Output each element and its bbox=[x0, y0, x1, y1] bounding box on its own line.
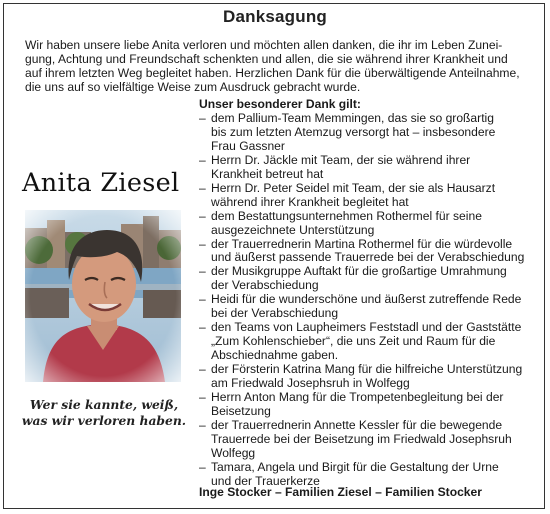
notice-heading: Danksagung bbox=[222, 7, 328, 26]
portrait-photo bbox=[25, 210, 181, 382]
memorial-quote bbox=[20, 397, 188, 429]
thanks-item-line: dem Bestattungsunternehmen Rothermel für seine bbox=[211, 208, 482, 223]
thanks-item bbox=[199, 210, 534, 238]
thanks-item bbox=[199, 321, 534, 363]
thanks-item-line: Trauerrede bei der Beisetzung im Friedwald Josephsruh bbox=[211, 431, 512, 446]
dash-bullet-icon: – bbox=[199, 390, 206, 405]
thanks-item bbox=[199, 363, 534, 391]
thanks-item bbox=[199, 112, 534, 154]
thanks-item-line: der Försterin Katrina Mang für die hilfreiche Unterstützung bbox=[211, 362, 523, 377]
thanks-item-line: der Trauerrednerin Martina Rothermel für die würdevolle bbox=[211, 236, 513, 251]
dash-bullet-icon: – bbox=[199, 180, 206, 195]
thanks-item-line: Herrn Dr. Peter Seidel mit Team, der sie als Hausarzt bbox=[211, 180, 496, 195]
dash-bullet-icon: – bbox=[199, 362, 206, 377]
dash-bullet-icon: – bbox=[199, 320, 206, 335]
thanks-item-line: Wolfegg bbox=[211, 445, 256, 460]
thanks-item-line: am Friedwald Josephsruh in Wolfegg bbox=[211, 376, 410, 391]
thanks-item bbox=[199, 293, 534, 321]
thanks-item bbox=[199, 154, 534, 182]
dash-bullet-icon: – bbox=[199, 264, 206, 279]
thanks-item-line: Herrn Dr. Jäckle mit Team, der sie während ihrer bbox=[211, 152, 471, 167]
thanks-item-line: Frau Gassner bbox=[211, 138, 285, 153]
dash-bullet-icon: – bbox=[199, 292, 206, 307]
thanks-item-line: während ihrer Krankheit begleitet hat bbox=[211, 194, 409, 209]
thanks-item-line: und äußerst passende Trauerrede bei der Verabschiedung bbox=[211, 250, 525, 265]
thanks-item-line: Heidi für die wunderschöne und äußerst zutreffende Rede bbox=[211, 292, 522, 307]
thanks-item-line: den Teams von Laupheimers Feststadl und der Gaststätte bbox=[211, 320, 522, 335]
thanks-item-line: der Musikgruppe Auftakt für die großartige Umrahmung bbox=[211, 264, 507, 279]
thanks-item-line: Herrn Anton Mang für die Trompetenbegleitung bei der bbox=[211, 390, 504, 405]
thanks-item bbox=[199, 265, 534, 293]
intro-line: die uns auf so vielfältige Weise zum Ausdruck gebracht wurde. bbox=[25, 80, 361, 94]
thanks-item-line: Abschiednahme gaben. bbox=[211, 348, 339, 363]
thanks-item-line: der Trauerrednerin Annette Kessler für die bewegende bbox=[211, 417, 503, 432]
signature: Inge Stocker – Familien Ziesel – Familien Stocker bbox=[199, 485, 482, 499]
thanks-item-line: „Zum Kohlenschieber“, die uns Zeit und Raum für die bbox=[211, 334, 496, 349]
quote-line: was wir verloren haben. bbox=[21, 413, 187, 428]
intro-line: gung, Achtung und Freundschaft schenkten und allen, die sie während ihrer Krankheit und bbox=[25, 52, 508, 66]
thanks-item-line: Tamara, Angela und Birgit für die Gestaltung der Urne bbox=[211, 459, 499, 474]
thanks-list bbox=[199, 112, 534, 489]
dash-bullet-icon: – bbox=[199, 417, 206, 432]
dash-bullet-icon: – bbox=[199, 152, 206, 167]
thanks-item-line: bei der Verabschiedung bbox=[211, 306, 339, 321]
intro-text bbox=[25, 38, 530, 94]
thanks-item-line: und der Trauerkerze bbox=[211, 473, 320, 488]
thanks-item-line: dem Pallium-Team Memmingen, das sie so großartig bbox=[211, 110, 494, 125]
thanks-section bbox=[199, 98, 534, 489]
intro-line: Wir haben unsere liebe Anita verloren und möchten allen danken, die ihr im Leben Zunei- bbox=[25, 38, 503, 52]
deceased-name: Anita Ziesel bbox=[22, 168, 180, 198]
thanks-item-line: der Verabschiedung bbox=[211, 278, 319, 293]
thanks-item-line: bis zum letzten Atemzug versorgt hat – insbesondere bbox=[211, 124, 496, 139]
thanks-title: Unser besonderer Dank gilt: bbox=[199, 97, 361, 111]
thanks-item bbox=[199, 419, 534, 461]
quote-line: Wer sie kannte, weiß, bbox=[29, 397, 179, 412]
thanks-item-line: ausgezeichnete Unterstützung bbox=[211, 222, 375, 237]
thanks-item-line: Beisetzung bbox=[211, 403, 271, 418]
dash-bullet-icon: – bbox=[199, 208, 206, 223]
thanks-item bbox=[199, 182, 534, 210]
dash-bullet-icon: – bbox=[199, 110, 206, 125]
dash-bullet-icon: – bbox=[199, 236, 206, 251]
thanks-item bbox=[199, 238, 534, 266]
thanks-item-line: Krankheit betreut hat bbox=[211, 166, 324, 181]
dash-bullet-icon: – bbox=[199, 459, 206, 474]
thanks-item bbox=[199, 391, 534, 419]
intro-line: auf ihrem letzten Weg begleitet haben. Herzlichen Dank für die überwältigende Anteilnahme, bbox=[25, 66, 520, 80]
